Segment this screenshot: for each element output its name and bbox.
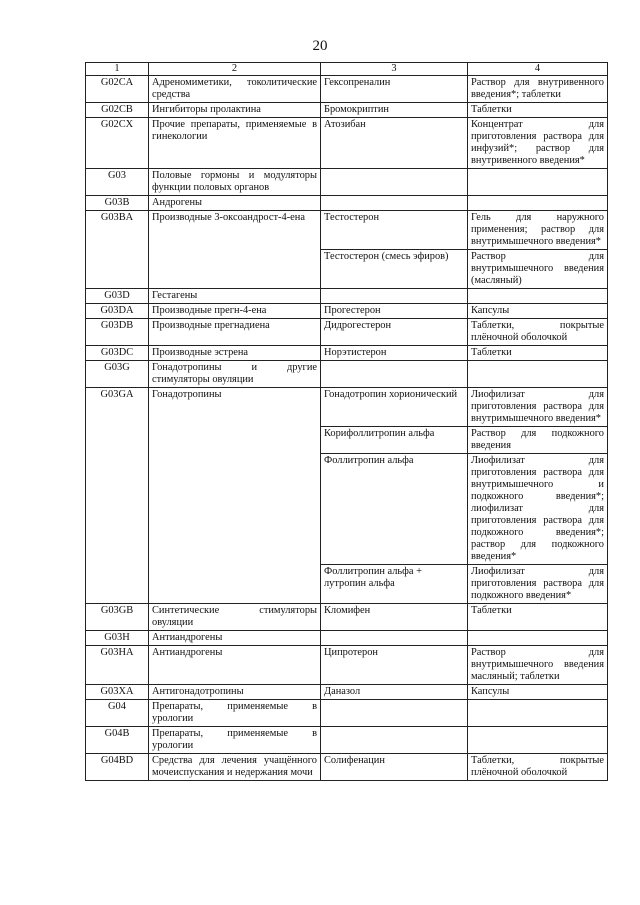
dosage-form <box>468 289 608 304</box>
group-description: Производные 3-оксоандрост-4-ена <box>149 211 321 289</box>
atc-code: G03DA <box>86 304 149 319</box>
dosage-form: Раствор для внутримышечного введения (масляный) <box>468 250 608 289</box>
drug-name: Дидрогестерон <box>321 319 468 346</box>
drug-name <box>321 289 468 304</box>
atc-code: G03GA <box>86 388 149 604</box>
drug-name: Даназол <box>321 685 468 700</box>
dosage-form: Раствор для подкожного введения <box>468 427 608 454</box>
group-description: Антигонадотропины <box>149 685 321 700</box>
drug-name: Прогестерон <box>321 304 468 319</box>
dosage-form: Раствор для внутримышечного введения масляный; таблетки <box>468 646 608 685</box>
group-description: Адреномиметики, токолитические средства <box>149 76 321 103</box>
dosage-form: Таблетки <box>468 346 608 361</box>
table-row <box>86 361 608 388</box>
drug-name <box>321 727 468 754</box>
group-description: Гестагены <box>149 289 321 304</box>
table-row <box>86 604 608 631</box>
table-row <box>86 727 608 754</box>
column-header: 1 <box>86 63 149 76</box>
header-row <box>86 63 608 76</box>
atc-code: G03 <box>86 169 149 196</box>
group-description: Гонадотропины и другие стимуляторы овуляции <box>149 361 321 388</box>
dosage-form: Таблетки <box>468 604 608 631</box>
atc-code: G03HA <box>86 646 149 685</box>
drug-name: Бромокриптин <box>321 103 468 118</box>
group-description: Производные эстрена <box>149 346 321 361</box>
dosage-form <box>468 196 608 211</box>
column-header: 2 <box>149 63 321 76</box>
group-description: Гонадотропины <box>149 388 321 604</box>
drug-name: Гонадотропин хорионический <box>321 388 468 427</box>
atc-code: G03D <box>86 289 149 304</box>
drug-name: Фоллитропин альфа <box>321 454 468 565</box>
atc-code: G03DB <box>86 319 149 346</box>
atc-code: G04B <box>86 727 149 754</box>
table-row <box>86 211 608 250</box>
group-description: Ингибиторы пролактина <box>149 103 321 118</box>
drug-name <box>321 196 468 211</box>
dosage-form: Таблетки <box>468 103 608 118</box>
atc-code: G03G <box>86 361 149 388</box>
drug-name <box>321 700 468 727</box>
table-row <box>86 118 608 169</box>
table-row <box>86 304 608 319</box>
column-header: 3 <box>321 63 468 76</box>
drug-name <box>321 631 468 646</box>
dosage-form <box>468 631 608 646</box>
table-row <box>86 346 608 361</box>
atc-code: G03DC <box>86 346 149 361</box>
dosage-form: Гель для наружного применения; раствор для внутримышечного введения* <box>468 211 608 250</box>
medication-table <box>85 62 608 781</box>
drug-name: Тестостерон (смесь эфиров) <box>321 250 468 289</box>
drug-name: Тестостерон <box>321 211 468 250</box>
dosage-form: Таблетки, покрытые плёночной оболочкой <box>468 319 608 346</box>
drug-name: Норэтистерон <box>321 346 468 361</box>
drug-name <box>321 169 468 196</box>
dosage-form <box>468 700 608 727</box>
table-row <box>86 76 608 103</box>
group-description: Антиандрогены <box>149 631 321 646</box>
atc-code: G02CB <box>86 103 149 118</box>
group-description: Андрогены <box>149 196 321 211</box>
drug-name <box>321 361 468 388</box>
group-description: Производные прегн-4-ена <box>149 304 321 319</box>
drug-name: Ципротерон <box>321 646 468 685</box>
dosage-form: Раствор для внутривенного введения*; таблетки <box>468 76 608 103</box>
dosage-form <box>468 361 608 388</box>
dosage-form: Капсулы <box>468 304 608 319</box>
dosage-form: Лиофилизат для приготовления раствора для внутримышечного и подкожного введения*; лиофилизат для приготовления раствора для подкожного введения*; раствор для подкожного введения* <box>468 454 608 565</box>
dosage-form: Таблетки, покрытые плёночной оболочкой <box>468 754 608 781</box>
table-row <box>86 754 608 781</box>
table-row <box>86 388 608 427</box>
atc-code: G03BA <box>86 211 149 289</box>
drug-name: Фоллитропин альфа + лутропин альфа <box>321 565 468 604</box>
table-row <box>86 631 608 646</box>
table-row <box>86 700 608 727</box>
group-description: Препараты, применяемые в урологии <box>149 700 321 727</box>
drug-name: Кломифен <box>321 604 468 631</box>
drug-name: Солифенацин <box>321 754 468 781</box>
dosage-form <box>468 727 608 754</box>
atc-code: G04 <box>86 700 149 727</box>
dosage-form <box>468 169 608 196</box>
column-header: 4 <box>468 63 608 76</box>
atc-code: G04BD <box>86 754 149 781</box>
group-description: Препараты, применяемые в урологии <box>149 727 321 754</box>
table-row <box>86 103 608 118</box>
group-description: Антиандрогены <box>149 646 321 685</box>
group-description: Синтетические стимуляторы овуляции <box>149 604 321 631</box>
drug-name: Гексопреналин <box>321 76 468 103</box>
dosage-form: Концентрат для приготовления раствора для инфузий*; раствор для внутривенного введения* <box>468 118 608 169</box>
atc-code: G03H <box>86 631 149 646</box>
atc-code: G03XA <box>86 685 149 700</box>
group-description: Прочие препараты, применяемые в гинекологии <box>149 118 321 169</box>
table-row <box>86 646 608 685</box>
dosage-form: Капсулы <box>468 685 608 700</box>
table-row <box>86 319 608 346</box>
drug-name: Атозибан <box>321 118 468 169</box>
dosage-form: Лиофилизат для приготовления раствора для внутримышечного введения* <box>468 388 608 427</box>
table-row <box>86 196 608 211</box>
group-description: Половые гормоны и модуляторы функции половых органов <box>149 169 321 196</box>
table-row <box>86 169 608 196</box>
drug-name: Корифоллитропин альфа <box>321 427 468 454</box>
atc-code: G03GB <box>86 604 149 631</box>
atc-code: G03B <box>86 196 149 211</box>
atc-code: G02CX <box>86 118 149 169</box>
group-description: Средства для лечения учащённого мочеиспускания и недержания мочи <box>149 754 321 781</box>
page-number: 20 <box>312 38 328 54</box>
atc-code: G02CA <box>86 76 149 103</box>
table-row <box>86 289 608 304</box>
dosage-form: Лиофилизат для приготовления раствора для подкожного введения* <box>468 565 608 604</box>
group-description: Производные прегнадиена <box>149 319 321 346</box>
table-row <box>86 685 608 700</box>
